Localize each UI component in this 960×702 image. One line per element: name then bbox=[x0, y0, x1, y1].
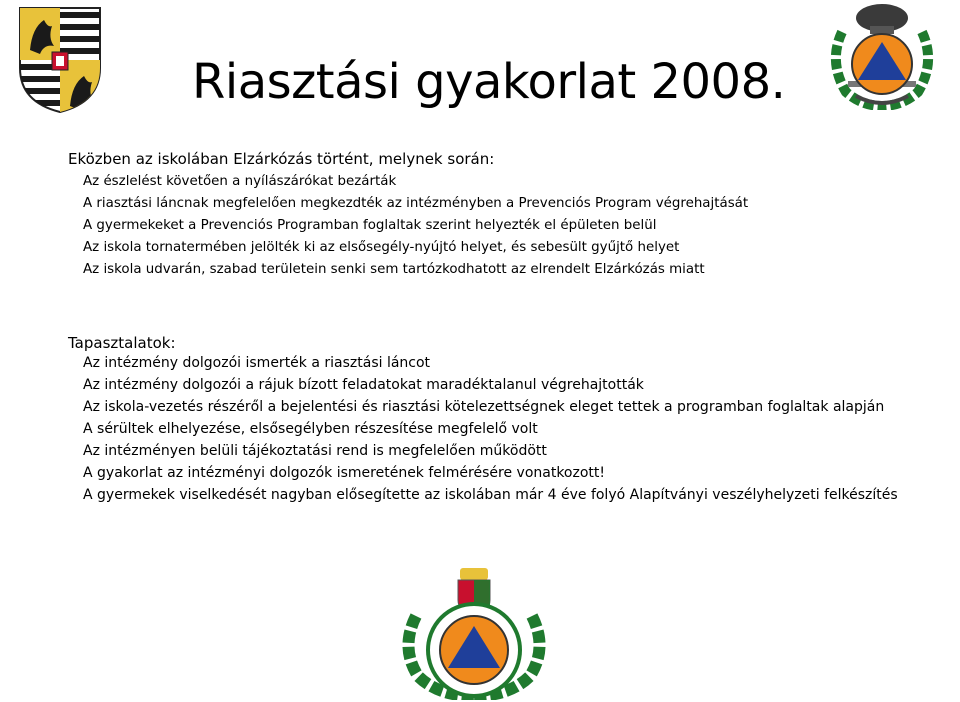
civil-defense-badge-icon bbox=[826, 2, 938, 110]
list-item: Az iskola-vezetés részéről a bejelentési és riasztási kötelezettségnek eleget tettek a programban foglaltak alapján bbox=[83, 399, 885, 415]
civil-defense-emblem-icon bbox=[398, 566, 550, 700]
list-item: A gyermekeket a Prevenciós Programban foglaltak szerint helyezték el épületen belül bbox=[83, 218, 657, 233]
list-item: A sérültek elhelyezése, elsősegélyben részesítése megfelelő volt bbox=[83, 421, 538, 437]
list-item: Az iskola tornatermében jelölték ki az elsősegély-nyújtó helyet, és sebesült gyűjtő helyet bbox=[83, 240, 680, 255]
list-item: Az észlelést követően a nyílászárókat bezárták bbox=[83, 174, 397, 189]
section-heading-events: Eközben az iskolában Elzárkózás történt, melynek során: bbox=[68, 150, 495, 168]
list-item: Az intézményen belüli tájékoztatási rend is megfelelően működött bbox=[83, 443, 547, 459]
list-item: Az intézmény dolgozói a rájuk bízott feladatokat maradéktalanul végrehajtották bbox=[83, 377, 644, 393]
events-list bbox=[83, 172, 748, 282]
experiences-list bbox=[83, 353, 898, 507]
list-item: A riasztási láncnak megfelelően megkezdték az intézményben a Prevenciós Program végrehajtását bbox=[83, 196, 749, 211]
list-item: Az iskola udvarán, szabad területein senki sem tartózkodhatott az elrendelt Elzárkózás miatt bbox=[83, 262, 705, 277]
list-item: Az intézmény dolgozói ismerték a riasztási láncot bbox=[83, 355, 431, 371]
page-title: Riasztási gyakorlat 2008. bbox=[192, 54, 786, 110]
coat-of-arms-icon bbox=[18, 6, 102, 114]
section-heading-experiences: Tapasztalatok: bbox=[68, 334, 176, 352]
list-item: A gyakorlat az intézményi dolgozók ismeretének felmérésére vonatkozott! bbox=[83, 465, 605, 481]
list-item: A gyermekek viselkedését nagyban elősegítette az iskolában már 4 éve folyó Alapítványi veszélyhelyzeti felkészítés bbox=[83, 487, 898, 503]
